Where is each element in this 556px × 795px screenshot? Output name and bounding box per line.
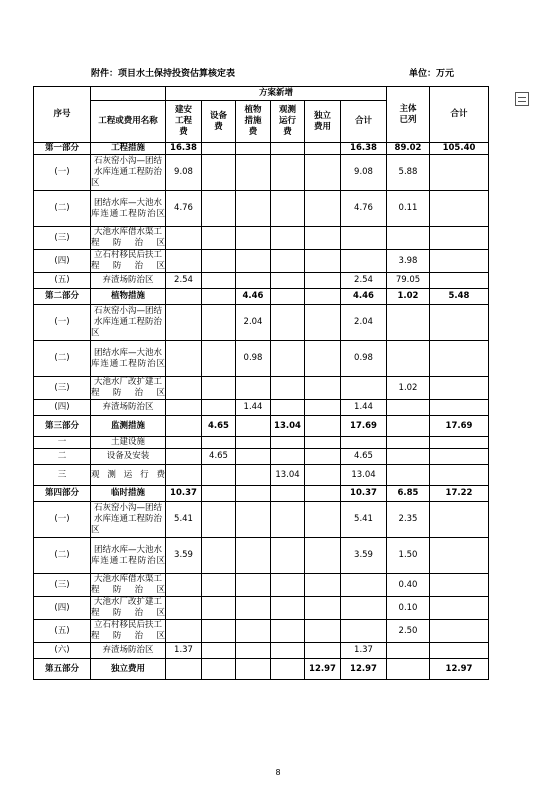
- independent-cost-cell: [305, 143, 341, 155]
- equipment-cost-cell: [202, 377, 236, 400]
- observation-cost-cell: [271, 341, 305, 377]
- equipment-cost-cell: [202, 400, 236, 416]
- row-item-cell: 团结水库—大池水库连通工程防治区: [91, 341, 166, 377]
- row-no-cell: 第二部分: [34, 289, 91, 305]
- construction-cost-cell: [166, 227, 202, 250]
- table-row: [34, 227, 489, 250]
- table-row: [34, 400, 489, 416]
- observation-cost-cell: [271, 574, 305, 597]
- table-row: [34, 437, 489, 449]
- plant-cost-cell: [236, 155, 271, 191]
- construction-cost-cell: [166, 289, 202, 305]
- grand-total-cell: [430, 191, 489, 227]
- existing-cell: 1.02: [387, 377, 430, 400]
- subtotal-cell: 4.65: [341, 449, 387, 465]
- construction-cost-cell: 3.59: [166, 538, 202, 574]
- col-header-construction-text: 建安工程费: [174, 105, 192, 137]
- subtotal-cell: 9.08: [341, 155, 387, 191]
- observation-cost-cell: [271, 191, 305, 227]
- subtotal-cell: 1.44: [341, 400, 387, 416]
- table-row: [34, 465, 489, 486]
- observation-cost-cell: [271, 597, 305, 620]
- plant-cost-cell: 2.04: [236, 305, 271, 341]
- row-no-cell: (四): [34, 400, 91, 416]
- table-row: [34, 502, 489, 538]
- col-header-observation-text: 观测运行费: [278, 105, 296, 137]
- investment-estimate-table: [33, 86, 489, 680]
- independent-cost-cell: [305, 597, 341, 620]
- row-item-cell: 团结水库—大池水库连通工程防治区: [91, 191, 166, 227]
- grand-total-cell: [430, 377, 489, 400]
- plant-cost-cell: [236, 437, 271, 449]
- grand-total-cell: [430, 449, 489, 465]
- row-item-cell: 工程措施: [91, 143, 166, 155]
- grand-total-cell: [430, 620, 489, 643]
- subtotal-cell: 2.54: [341, 273, 387, 289]
- plant-cost-cell: [236, 377, 271, 400]
- col-header-existing: [387, 87, 430, 143]
- existing-cell: 1.02: [387, 289, 430, 305]
- independent-cost-cell: 12.97: [305, 659, 341, 680]
- construction-cost-cell: 9.08: [166, 155, 202, 191]
- table-row: [34, 191, 489, 227]
- independent-cost-cell: [305, 437, 341, 449]
- equipment-cost-cell: [202, 143, 236, 155]
- col-header-no: 序号: [34, 87, 91, 143]
- existing-cell: 0.40: [387, 574, 430, 597]
- existing-cell: 0.11: [387, 191, 430, 227]
- existing-cell: 6.85: [387, 486, 430, 502]
- table-row: [34, 273, 489, 289]
- equipment-cost-cell: [202, 250, 236, 273]
- grand-total-cell: [430, 538, 489, 574]
- plant-cost-cell: [236, 465, 271, 486]
- grand-total-cell: [430, 155, 489, 191]
- independent-cost-cell: [305, 538, 341, 574]
- col-header-plant: [236, 101, 271, 143]
- grand-total-cell: [430, 341, 489, 377]
- observation-cost-cell: [271, 305, 305, 341]
- document-title: 附件：项目水土保持投资估算核定表: [91, 69, 236, 79]
- table-row: [34, 305, 489, 341]
- independent-cost-cell: [305, 574, 341, 597]
- subtotal-cell: 1.37: [341, 643, 387, 659]
- row-item-cell: 石灰窑小沟—团结水库连通工程防治区: [91, 502, 166, 538]
- section-row: [34, 143, 489, 155]
- equipment-cost-cell: [202, 437, 236, 449]
- row-no-cell: (三): [34, 227, 91, 250]
- equipment-cost-cell: [202, 486, 236, 502]
- independent-cost-cell: [305, 155, 341, 191]
- construction-cost-cell: 5.41: [166, 502, 202, 538]
- scan-icon-line: [518, 97, 526, 98]
- observation-cost-cell: [271, 155, 305, 191]
- subtotal-cell: 17.69: [341, 416, 387, 437]
- grand-total-cell: [430, 502, 489, 538]
- observation-cost-cell: [271, 659, 305, 680]
- existing-cell: 3.98: [387, 250, 430, 273]
- subtotal-cell: [341, 597, 387, 620]
- subtotal-cell: 3.59: [341, 538, 387, 574]
- independent-cost-cell: [305, 341, 341, 377]
- observation-cost-cell: [271, 250, 305, 273]
- independent-cost-cell: [305, 643, 341, 659]
- grand-total-cell: [430, 643, 489, 659]
- equipment-cost-cell: [202, 273, 236, 289]
- existing-cell: [387, 227, 430, 250]
- equipment-cost-cell: [202, 659, 236, 680]
- row-no-cell: 三: [34, 465, 91, 486]
- table-row: [34, 643, 489, 659]
- equipment-cost-cell: [202, 643, 236, 659]
- row-item-cell: 石灰窑小沟—团结水库连通工程防治区: [91, 155, 166, 191]
- existing-cell: [387, 416, 430, 437]
- col-header-independent: [305, 101, 341, 143]
- equipment-cost-cell: [202, 574, 236, 597]
- independent-cost-cell: [305, 416, 341, 437]
- plant-cost-cell: [236, 143, 271, 155]
- col-header-observation: [271, 101, 305, 143]
- subtotal-cell: 4.76: [341, 191, 387, 227]
- row-no-cell: (三): [34, 377, 91, 400]
- independent-cost-cell: [305, 620, 341, 643]
- plant-cost-cell: [236, 502, 271, 538]
- row-no-cell: 第一部分: [34, 143, 91, 155]
- subtotal-cell: [341, 620, 387, 643]
- grand-total-cell: [430, 227, 489, 250]
- independent-cost-cell: [305, 273, 341, 289]
- row-no-cell: (三): [34, 574, 91, 597]
- table-row: [34, 538, 489, 574]
- row-no-cell: 第三部分: [34, 416, 91, 437]
- independent-cost-cell: [305, 502, 341, 538]
- grand-total-cell: 5.48: [430, 289, 489, 305]
- plant-cost-cell: [236, 416, 271, 437]
- independent-cost-cell: [305, 449, 341, 465]
- col-header-item: [91, 101, 166, 143]
- row-item-cell: 大池水库借水渠工程防治区: [91, 574, 165, 595]
- equipment-cost-cell: [202, 538, 236, 574]
- table-row: [34, 341, 489, 377]
- row-no-cell: 二: [34, 449, 91, 465]
- row-item-cell: 大池水厂改扩建工程防治区: [91, 377, 165, 398]
- scan-icon-line: [518, 101, 526, 102]
- col-header-equipment: [202, 101, 236, 143]
- col-header-equipment-text: 设备费: [209, 110, 227, 132]
- existing-cell: [387, 659, 430, 680]
- section-row: [34, 486, 489, 502]
- plant-cost-cell: [236, 449, 271, 465]
- construction-cost-cell: 16.38: [166, 143, 202, 155]
- observation-cost-cell: [271, 643, 305, 659]
- row-no-cell: (二): [34, 538, 91, 574]
- equipment-cost-cell: [202, 155, 236, 191]
- row-item-cell: 立石村移民后扶工程防治区: [91, 620, 165, 641]
- plant-cost-cell: [236, 643, 271, 659]
- plant-cost-cell: [236, 486, 271, 502]
- row-item-cell: 弃渣场防治区: [91, 643, 166, 659]
- grand-total-cell: 105.40: [430, 143, 489, 155]
- existing-cell: 2.50: [387, 620, 430, 643]
- observation-cost-cell: [271, 449, 305, 465]
- col-header-plant-text: 植物措施费: [244, 105, 262, 137]
- row-item-cell: 临时措施: [91, 486, 166, 502]
- independent-cost-cell: [305, 486, 341, 502]
- equipment-cost-cell: [202, 341, 236, 377]
- construction-cost-cell: [166, 305, 202, 341]
- unit-label: 单位：万元: [409, 69, 455, 79]
- row-item-cell: 植物措施: [91, 289, 166, 305]
- independent-cost-cell: [305, 400, 341, 416]
- independent-cost-cell: [305, 377, 341, 400]
- table-row: [34, 377, 489, 400]
- col-header-existing-text: 主体已列: [399, 103, 417, 125]
- document-header: [0, 66, 556, 80]
- construction-cost-cell: [166, 416, 202, 437]
- row-item-cell: 团结水库—大池水库连通工程防治区: [91, 538, 166, 574]
- subtotal-cell: 0.98: [341, 341, 387, 377]
- construction-cost-cell: 4.76: [166, 191, 202, 227]
- row-no-cell: 一: [34, 437, 91, 449]
- plant-cost-cell: 1.44: [236, 400, 271, 416]
- row-item-cell: 独立费用: [91, 659, 166, 680]
- col-header-grand-total: 合计: [430, 87, 489, 143]
- section-row: [34, 659, 489, 680]
- table-row: [34, 155, 489, 191]
- grand-total-cell: [430, 465, 489, 486]
- construction-cost-cell: [166, 437, 202, 449]
- row-item-cell: 弃渣场防治区: [91, 400, 166, 416]
- plant-cost-cell: [236, 538, 271, 574]
- observation-cost-cell: [271, 273, 305, 289]
- observation-cost-cell: [271, 502, 305, 538]
- equipment-cost-cell: 4.65: [202, 416, 236, 437]
- row-item-cell: 土建设施: [91, 437, 166, 449]
- row-no-cell: (四): [34, 250, 91, 273]
- col-header-independent-text: 独立费用: [313, 110, 331, 132]
- equipment-cost-cell: [202, 191, 236, 227]
- observation-cost-cell: [271, 437, 305, 449]
- row-no-cell: (一): [34, 155, 91, 191]
- equipment-cost-cell: [202, 465, 236, 486]
- row-no-cell: (二): [34, 191, 91, 227]
- table-body: [34, 87, 489, 680]
- page-number: 8: [275, 768, 281, 777]
- independent-cost-cell: [305, 227, 341, 250]
- equipment-cost-cell: [202, 289, 236, 305]
- observation-cost-cell: 13.04: [271, 416, 305, 437]
- row-item-cell: 立石村移民后扶工程防治区: [91, 250, 165, 271]
- equipment-cost-cell: [202, 502, 236, 538]
- row-no-cell: (五): [34, 620, 91, 643]
- plant-cost-cell: [236, 620, 271, 643]
- header-row: [34, 87, 489, 101]
- row-no-cell: (四): [34, 597, 91, 620]
- row-item-cell: 设备及安装: [91, 449, 166, 465]
- plant-cost-cell: [236, 574, 271, 597]
- construction-cost-cell: [166, 250, 202, 273]
- row-no-cell: 第五部分: [34, 659, 91, 680]
- observation-cost-cell: [271, 538, 305, 574]
- grand-total-cell: 12.97: [430, 659, 489, 680]
- subtotal-cell: 5.41: [341, 502, 387, 538]
- grand-total-cell: [430, 574, 489, 597]
- construction-cost-cell: [166, 574, 202, 597]
- table-row: [34, 250, 489, 273]
- subtotal-cell: [341, 377, 387, 400]
- construction-cost-cell: 1.37: [166, 643, 202, 659]
- row-item-cell: 大池水厂改扩建工程防治区: [91, 597, 165, 618]
- row-no-cell: (六): [34, 643, 91, 659]
- col-header-group: 方案新增: [166, 87, 387, 101]
- construction-cost-cell: [166, 449, 202, 465]
- grand-total-cell: [430, 597, 489, 620]
- plant-cost-cell: [236, 250, 271, 273]
- grand-total-cell: [430, 437, 489, 449]
- table-row: [34, 597, 489, 620]
- grand-total-cell: [430, 305, 489, 341]
- observation-cost-cell: [271, 227, 305, 250]
- equipment-cost-cell: [202, 305, 236, 341]
- equipment-cost-cell: [202, 227, 236, 250]
- row-item-cell: 观测运行费: [91, 465, 166, 486]
- construction-cost-cell: 2.54: [166, 273, 202, 289]
- observation-cost-cell: [271, 289, 305, 305]
- table-row: [34, 574, 489, 597]
- existing-cell: [387, 465, 430, 486]
- col-header-subtotal: 合计: [341, 101, 387, 143]
- observation-cost-cell: [271, 143, 305, 155]
- grand-total-cell: [430, 273, 489, 289]
- section-row: [34, 289, 489, 305]
- existing-cell: 1.50: [387, 538, 430, 574]
- construction-cost-cell: [166, 400, 202, 416]
- scan-icon[interactable]: [515, 92, 529, 106]
- observation-cost-cell: 13.04: [271, 465, 305, 486]
- observation-cost-cell: [271, 400, 305, 416]
- independent-cost-cell: [305, 191, 341, 227]
- subtotal-cell: 13.04: [341, 465, 387, 486]
- construction-cost-cell: [166, 659, 202, 680]
- plant-cost-cell: [236, 597, 271, 620]
- row-no-cell: 第四部分: [34, 486, 91, 502]
- plant-cost-cell: [236, 191, 271, 227]
- plant-cost-cell: [236, 227, 271, 250]
- independent-cost-cell: [305, 465, 341, 486]
- table-row: [34, 620, 489, 643]
- equipment-cost-cell: 4.65: [202, 449, 236, 465]
- observation-cost-cell: [271, 620, 305, 643]
- construction-cost-cell: [166, 620, 202, 643]
- independent-cost-cell: [305, 289, 341, 305]
- row-no-cell: (一): [34, 502, 91, 538]
- row-no-cell: (一): [34, 305, 91, 341]
- existing-cell: [387, 643, 430, 659]
- subtotal-cell: 12.97: [341, 659, 387, 680]
- subtotal-cell: 10.37: [341, 486, 387, 502]
- row-item-cell: 大池水库借水渠工程防治区: [91, 227, 165, 248]
- row-no-cell: (二): [34, 341, 91, 377]
- row-item-cell: 监测措施: [91, 416, 166, 437]
- independent-cost-cell: [305, 250, 341, 273]
- subtotal-cell: 4.46: [341, 289, 387, 305]
- subtotal-cell: [341, 227, 387, 250]
- subtotal-cell: 2.04: [341, 305, 387, 341]
- construction-cost-cell: [166, 377, 202, 400]
- subtotal-cell: [341, 574, 387, 597]
- col-header-item-text: 工程或费用名称: [98, 116, 158, 126]
- existing-cell: 0.10: [387, 597, 430, 620]
- table-row: [34, 449, 489, 465]
- construction-cost-cell: [166, 597, 202, 620]
- plant-cost-cell: [236, 659, 271, 680]
- plant-cost-cell: 0.98: [236, 341, 271, 377]
- existing-cell: 89.02: [387, 143, 430, 155]
- plant-cost-cell: 4.46: [236, 289, 271, 305]
- construction-cost-cell: [166, 465, 202, 486]
- independent-cost-cell: [305, 305, 341, 341]
- col-header-construction: [166, 101, 202, 143]
- existing-cell: 2.35: [387, 502, 430, 538]
- observation-cost-cell: [271, 377, 305, 400]
- construction-cost-cell: 10.37: [166, 486, 202, 502]
- existing-cell: [387, 341, 430, 377]
- grand-total-cell: [430, 250, 489, 273]
- subtotal-cell: [341, 437, 387, 449]
- existing-cell: [387, 400, 430, 416]
- grand-total-cell: 17.22: [430, 486, 489, 502]
- construction-cost-cell: [166, 341, 202, 377]
- grand-total-cell: [430, 400, 489, 416]
- observation-cost-cell: [271, 486, 305, 502]
- row-item-cell: 弃渣场防治区: [91, 273, 166, 289]
- plant-cost-cell: [236, 273, 271, 289]
- existing-cell: [387, 437, 430, 449]
- row-item-cell: 石灰窑小沟—团结水库连通工程防治区: [91, 305, 166, 341]
- header-blank-cell: [91, 87, 166, 101]
- section-row: [34, 416, 489, 437]
- grand-total-cell: 17.69: [430, 416, 489, 437]
- existing-cell: 79.05: [387, 273, 430, 289]
- row-no-cell: (五): [34, 273, 91, 289]
- existing-cell: [387, 449, 430, 465]
- subtotal-cell: 16.38: [341, 143, 387, 155]
- subtotal-cell: [341, 250, 387, 273]
- existing-cell: 5.88: [387, 155, 430, 191]
- equipment-cost-cell: [202, 597, 236, 620]
- existing-cell: [387, 305, 430, 341]
- equipment-cost-cell: [202, 620, 236, 643]
